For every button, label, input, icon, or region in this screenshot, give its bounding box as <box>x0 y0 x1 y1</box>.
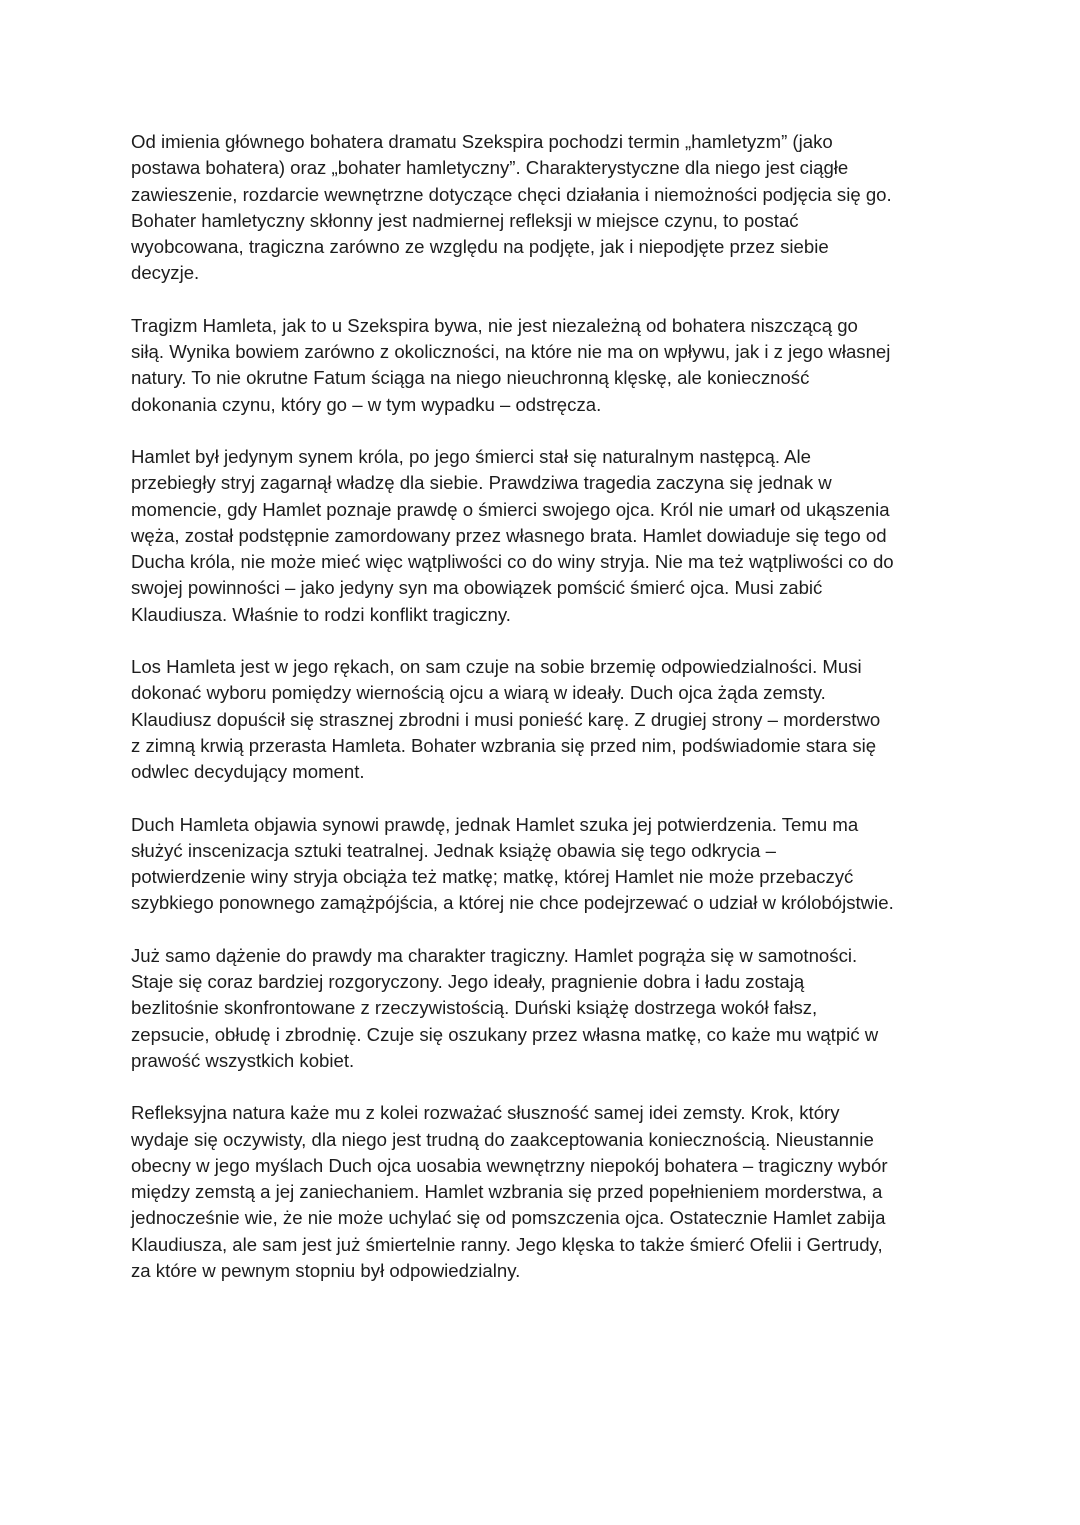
text-line: z zimną krwią przerasta Hamleta. Bohater wzbrania się przed nim, podświadomie stara się <box>131 734 877 756</box>
text-line: zepsucie, obłudę i zbrodnię. Czuje się oszukany przez własna matkę, co każe mu wątpić w <box>131 1023 879 1045</box>
text-line: bezlitośnie skonfrontowane z rzeczywistością. Duński książę dostrzega wokół fałsz, <box>131 997 818 1019</box>
text-line: odwlec decydujący moment. <box>131 761 365 783</box>
text-line: za które w pewnym stopniu był odpowiedzialny. <box>131 1259 521 1281</box>
text-line: Od imienia głównego bohatera dramatu Szekspira pochodzi termin „hamletyzm” (jako <box>131 131 833 152</box>
paragraph-4 <box>131 654 961 785</box>
paragraph-2 <box>131 313 961 418</box>
text-line: Klaudiusz dopuścił się strasznej zbrodni i musi ponieść karę. Z drugiej strony – morderstwo <box>131 708 881 730</box>
paragraph-1 <box>131 129 961 287</box>
text-line: szybkiego ponownego zamążpójścia, a której nie chce podejrzewać o udział w królobójstwie. <box>131 892 894 914</box>
text-line: Tragizm Hamleta, jak to u Szekspira bywa, nie jest niezależną od bohatera niszczącą go <box>131 314 858 336</box>
text-line: Klaudiusza. Właśnie to rodzi konflikt tragiczny. <box>131 603 511 625</box>
text-line: Hamlet był jedynym synem króla, po jego śmierci stał się naturalnym następcą. Ale <box>131 445 811 467</box>
text-line: Los Hamleta jest w jego rękach, on sam czuje na sobie brzemię odpowiedzialności. Musi <box>131 656 862 678</box>
paragraph-6 <box>131 943 961 1074</box>
text-line: dokonać wyboru pomiędzy wiernością ojcu a wiarą w ideały. Duch ojca żąda zemsty. <box>131 682 826 704</box>
text-line: między zemstą a jej zaniechaniem. Hamlet wzbrania się przed popełnieniem morderstwa, a <box>131 1181 883 1203</box>
text-line: potwierdzenie winy stryja obciąża też matkę; matkę, której Hamlet nie może przebaczyć <box>131 866 854 888</box>
text-line: postawa bohatera) oraz „bohater hamletyczny”. Charakterystyczne dla niego jest ciągłe <box>131 157 849 179</box>
text-line: siłą. Wynika bowiem zarówno z okoliczności, na które nie ma on wpływu, jak i z jego własnej <box>131 341 891 363</box>
text-line: przebiegły stryj zagarnął władzę dla siebie. Prawdziwa tragedia zaczyna się jednak w <box>131 472 832 494</box>
paragraph-5 <box>131 812 961 917</box>
text-line: natury. To nie okrutne Fatum ściąga na niego nieuchronną klęskę, ale konieczność <box>131 367 810 389</box>
text-line: Bohater hamletyczny skłonny jest nadmiernej refleksji w miejsce czynu, to postać <box>131 209 799 231</box>
text-line: Staje się coraz bardziej rozgoryczony. Jego ideały, pragnienie dobra i ładu zostają <box>131 971 805 993</box>
text-line: Już samo dążenie do prawdy ma charakter tragiczny. Hamlet pogrąża się w samotności. <box>131 944 858 966</box>
text-line: Refleksyjna natura każe mu z kolei rozważać słuszność samej idei zemsty. Krok, który <box>131 1102 840 1124</box>
text-line: wyobcowana, tragiczna zarówno ze względu na podjęte, jak i niepodjęte przez siebie <box>131 236 829 258</box>
text-line: Klaudiusza, ale sam jest już śmiertelnie ranny. Jego klęska to także śmierć Ofelii i Gertrudy, <box>131 1233 883 1255</box>
document-body <box>131 129 961 1310</box>
text-line: służyć inscenizacja sztuki teatralnej. Jednak książę obawia się tego odkrycia – <box>131 839 776 861</box>
text-line: obecny w jego myślach Duch ojca uosabia wewnętrzny niepokój bohatera – tragiczny wybór <box>131 1154 888 1176</box>
text-line: Duch Hamleta objawia synowi prawdę, jednak Hamlet szuka jej potwierdzenia. Temu ma <box>131 813 859 835</box>
text-line: dokonania czynu, który go – w tym wypadku – odstręcza. <box>131 393 602 415</box>
paragraph-3 <box>131 444 961 628</box>
text-line: momencie, gdy Hamlet poznaje prawdę o śmierci swojego ojca. Król nie umarł od ukąszenia <box>131 498 890 520</box>
text-line: węża, został podstępnie zamordowany przez własnego brata. Hamlet dowiaduje się tego od <box>131 524 887 546</box>
text-line: decyzje. <box>131 262 200 284</box>
text-line: zawieszenie, rozdarcie wewnętrzne dotyczące chęci działania i niemożności podjęcia się go. <box>131 183 892 205</box>
text-line: wydaje się oczywisty, dla niego jest trudną do zaakceptowania koniecznością. Nieustannie <box>131 1128 874 1150</box>
text-line: prawość wszystkich kobiet. <box>131 1049 355 1071</box>
text-line: jednocześnie wie, że nie może uchylać się od pomszczenia ojca. Ostatecznie Hamlet zabija <box>131 1207 886 1229</box>
text-line: swojej powinności – jako jedyny syn ma obowiązek pomścić śmierć ojca. Musi zabić <box>131 577 823 599</box>
text-line: Ducha króla, nie może mieć więc wątpliwości co do winy stryja. Nie ma też wątpliwości co do <box>131 551 894 573</box>
paragraph-7 <box>131 1100 961 1284</box>
